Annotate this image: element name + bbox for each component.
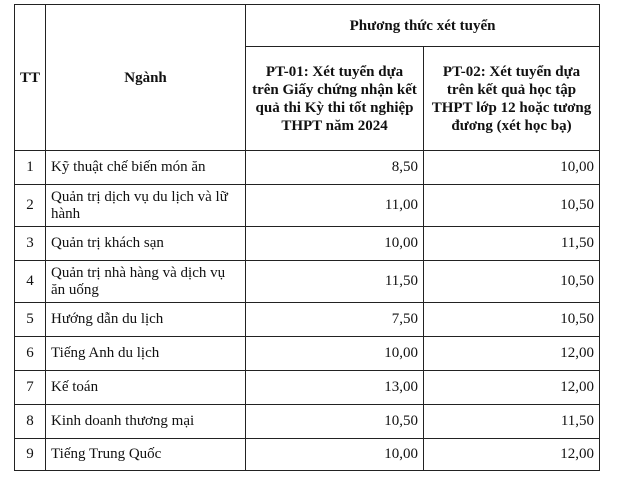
table-row bbox=[15, 261, 600, 303]
row-nganh: Quản trị dịch vụ du lịch và lữ hành bbox=[46, 185, 246, 227]
table-row bbox=[15, 439, 600, 471]
row-pt02: 12,00 bbox=[424, 439, 600, 471]
row-pt01: 10,00 bbox=[246, 227, 424, 261]
row-nganh: Quản trị khách sạn bbox=[46, 227, 246, 261]
row-tt: 7 bbox=[15, 371, 46, 405]
table-row bbox=[15, 405, 600, 439]
row-pt01: 11,00 bbox=[246, 185, 424, 227]
header-pt01: PT-01: Xét tuyển dựa trên Giấy chứng nhận kết quả thi Kỳ thi tốt nghiệp THPT năm 2024 bbox=[246, 47, 424, 151]
row-pt01: 7,50 bbox=[246, 303, 424, 337]
row-pt01: 11,50 bbox=[246, 261, 424, 303]
table-row bbox=[15, 371, 600, 405]
row-pt01: 10,00 bbox=[246, 439, 424, 471]
row-pt02: 12,00 bbox=[424, 337, 600, 371]
row-tt: 2 bbox=[15, 185, 46, 227]
table-row bbox=[15, 185, 600, 227]
header-row-1 bbox=[15, 5, 600, 47]
admission-score-table bbox=[14, 4, 600, 471]
header-phuong-thuc: Phương thức xét tuyển bbox=[246, 5, 600, 47]
row-pt01: 8,50 bbox=[246, 151, 424, 185]
table-row bbox=[15, 337, 600, 371]
table-row bbox=[15, 303, 600, 337]
row-tt: 4 bbox=[15, 261, 46, 303]
row-tt: 8 bbox=[15, 405, 46, 439]
row-nganh: Kỹ thuật chế biến món ăn bbox=[46, 151, 246, 185]
row-nganh: Tiếng Anh du lịch bbox=[46, 337, 246, 371]
row-nganh: Quản trị nhà hàng và dịch vụ ăn uống bbox=[46, 261, 246, 303]
row-pt01: 13,00 bbox=[246, 371, 424, 405]
row-tt: 1 bbox=[15, 151, 46, 185]
row-nganh: Tiếng Trung Quốc bbox=[46, 439, 246, 471]
row-pt02: 10,50 bbox=[424, 261, 600, 303]
table-row bbox=[15, 151, 600, 185]
row-nganh: Kinh doanh thương mại bbox=[46, 405, 246, 439]
row-pt02: 10,00 bbox=[424, 151, 600, 185]
row-tt: 6 bbox=[15, 337, 46, 371]
row-tt: 9 bbox=[15, 439, 46, 471]
header-tt: TT bbox=[15, 5, 46, 151]
row-tt: 5 bbox=[15, 303, 46, 337]
row-pt01: 10,50 bbox=[246, 405, 424, 439]
row-pt01: 10,00 bbox=[246, 337, 424, 371]
header-nganh: Ngành bbox=[46, 5, 246, 151]
row-pt02: 10,50 bbox=[424, 185, 600, 227]
header-pt02: PT-02: Xét tuyển dựa trên kết quả học tập THPT lớp 12 hoặc tương đương (xét học bạ) bbox=[424, 47, 600, 151]
row-pt02: 10,50 bbox=[424, 303, 600, 337]
row-tt: 3 bbox=[15, 227, 46, 261]
table-row bbox=[15, 227, 600, 261]
row-pt02: 11,50 bbox=[424, 405, 600, 439]
row-pt02: 12,00 bbox=[424, 371, 600, 405]
row-nganh: Hướng dẫn du lịch bbox=[46, 303, 246, 337]
row-nganh: Kế toán bbox=[46, 371, 246, 405]
row-pt02: 11,50 bbox=[424, 227, 600, 261]
